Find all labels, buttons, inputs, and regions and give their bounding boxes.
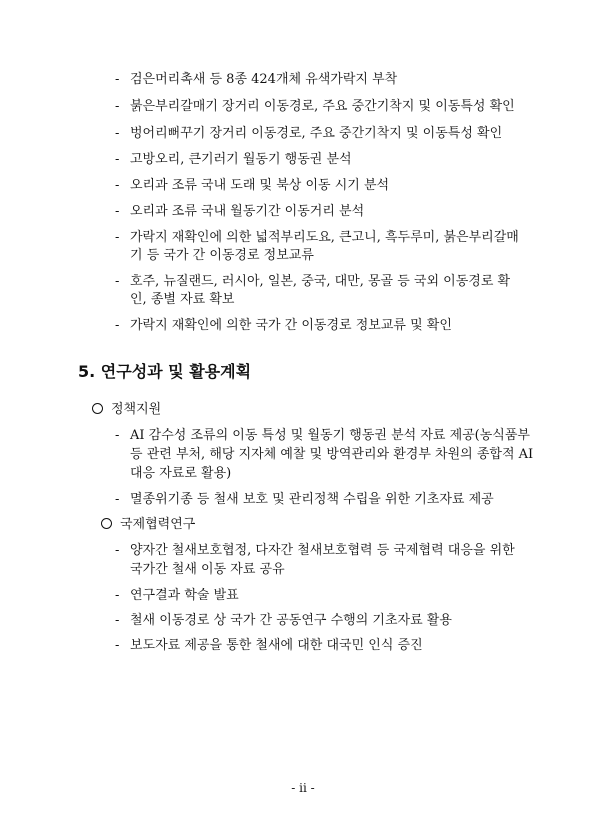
- list-item-text: 철새 이동경로 상 국가 간 공동연구 수행의 기초자료 활용: [130, 613, 452, 628]
- list-item-text: 오리과 조류 국내 월동기간 이동거리 분석: [130, 204, 365, 219]
- dash-marker: -: [115, 204, 120, 219]
- dash-marker: -: [115, 99, 120, 114]
- list-item-text: 국가간 철새 이동 자료 공유: [130, 562, 285, 577]
- list-item-text: 기 등 국가 간 이동경로 정보교류: [130, 248, 314, 263]
- list-item-text: 멸종위기종 등 철새 보호 및 관리정책 수립을 위한 기초자료 제공: [130, 492, 494, 507]
- list-item-text: 대응 자료로 활용): [130, 466, 232, 481]
- list-item-text: 보도자료 제공을 통한 철새에 대한 대국민 인식 증진: [130, 638, 423, 653]
- list-item-text: 가락지 재확인에 의한 넓적부리도요, 큰고니, 흑두루미, 붉은부리갈매: [130, 230, 519, 245]
- list-item-text: AI 감수성 조류의 이동 특성 및 월동기 행동권 분석 자료 제공(농식품부: [130, 428, 530, 443]
- dash-marker: -: [115, 613, 120, 628]
- list-item-text: 검은머리촉새 등 8종 424개체 유색가락지 부착: [130, 72, 398, 87]
- list-item-text: 벙어리뻐꾸기 장거리 이동경로, 주요 중간기착지 및 이동특성 확인: [130, 126, 503, 141]
- section-heading: 5. 연구성과 및 활용계획: [78, 362, 252, 381]
- list-item-text: 인, 종별 자료 확보: [130, 292, 235, 307]
- list-item-text: 양자간 철새보호협정, 다자간 철새보호협력 등 국제협력 대응을 위한: [130, 543, 515, 558]
- intl-cooperation-label: 국제협력연구: [120, 517, 196, 532]
- list-item-text: 등 관련 부처, 해당 지자체 예찰 및 방역관리와 환경부 차원의 종합적 AI: [130, 447, 534, 462]
- list-item-text: 가락지 재확인에 의한 국가 간 이동경로 정보교류 및 확인: [130, 318, 452, 333]
- dash-marker: -: [115, 318, 120, 333]
- dash-marker: -: [115, 543, 120, 558]
- dash-marker: -: [115, 126, 120, 141]
- list-item-text: 붉은부리갈매기 장거리 이동경로, 주요 중간기착지 및 이동특성 확인: [130, 99, 515, 114]
- list-item-text: 호주, 뉴질랜드, 러시아, 일본, 중국, 대만, 몽골 등 국외 이동경로 확: [130, 274, 511, 289]
- list-item-text: 고방오리, 큰기러기 월동기 행동권 분석: [130, 152, 352, 167]
- dash-marker: -: [115, 178, 120, 193]
- dash-marker: -: [115, 428, 120, 443]
- dash-marker: -: [115, 588, 120, 603]
- page-number: - ii -: [291, 781, 315, 795]
- hollow-circle-icon: [101, 518, 112, 529]
- dash-marker: -: [115, 230, 120, 245]
- dash-marker: -: [115, 72, 120, 87]
- list-item-text: 오리과 조류 국내 도래 및 북상 이동 시기 분석: [130, 178, 390, 193]
- hollow-circle-icon: [92, 403, 103, 414]
- policy-support-header: [92, 402, 161, 417]
- policy-support-label: 정책지원: [111, 402, 162, 417]
- intl-cooperation-header: [101, 517, 195, 532]
- dash-marker: -: [115, 492, 120, 507]
- list-item-text: 연구결과 학술 발표: [130, 588, 239, 603]
- dash-marker: -: [115, 638, 120, 653]
- dash-marker: -: [115, 274, 120, 289]
- dash-marker: -: [115, 152, 120, 167]
